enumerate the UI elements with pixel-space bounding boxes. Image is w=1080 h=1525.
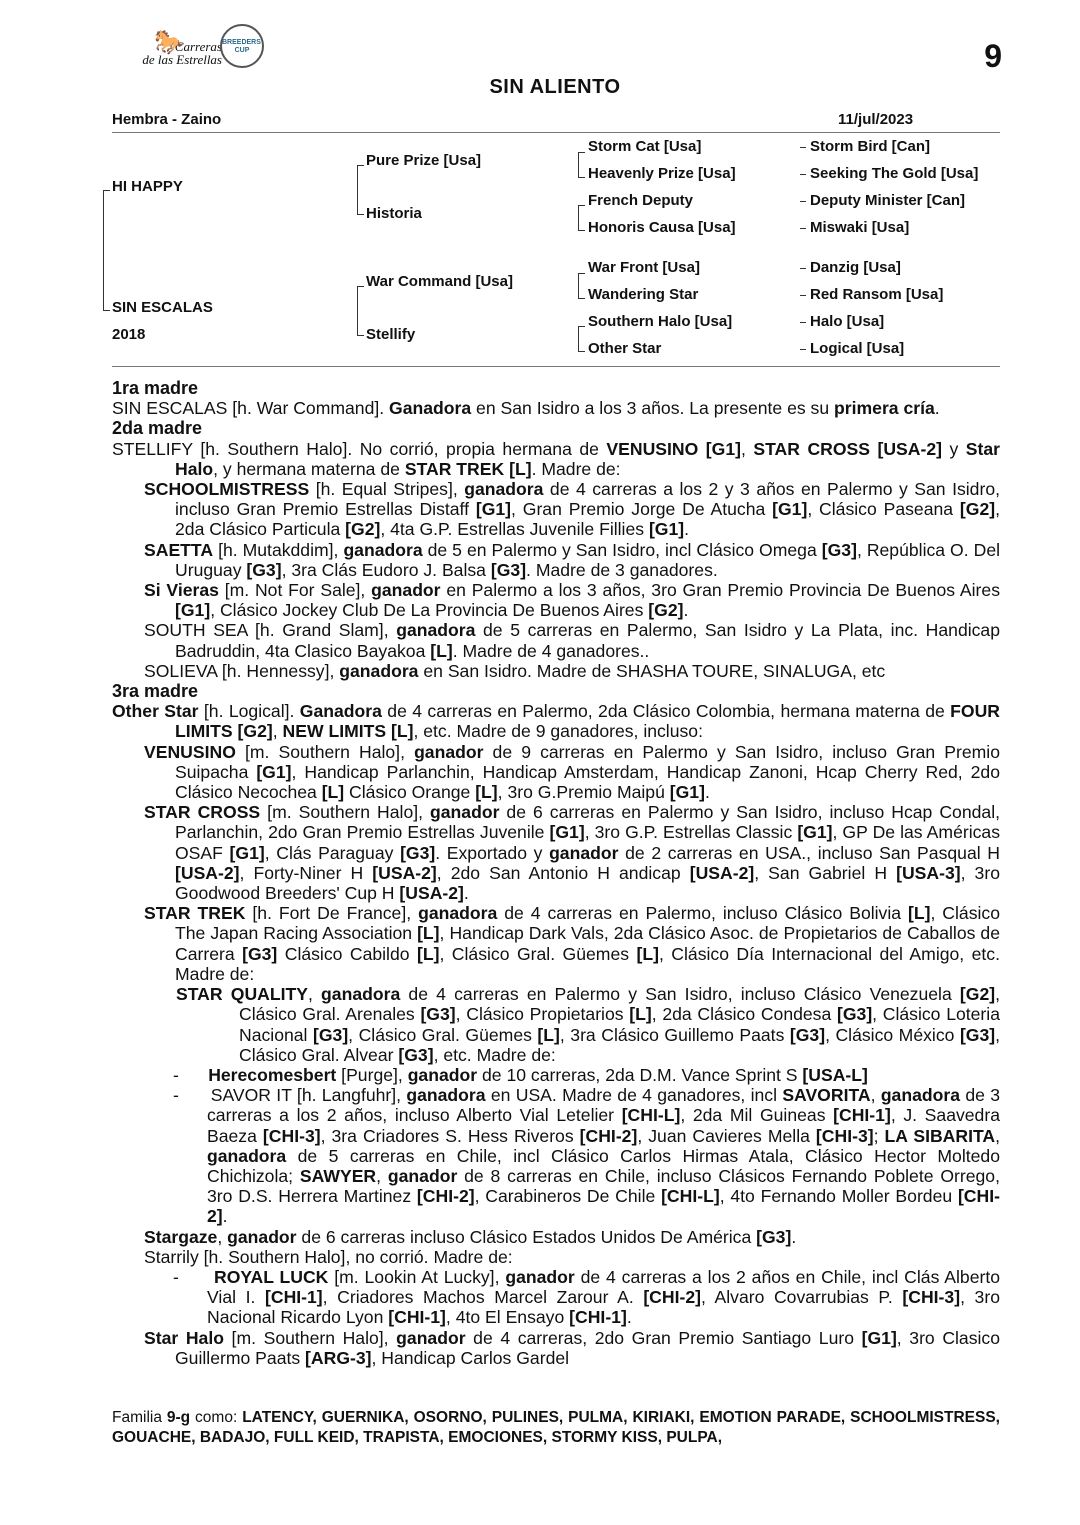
- dam-year: 2018: [112, 326, 146, 343]
- g3-8: Other Star: [588, 340, 662, 357]
- g4-6: Red Ransom [Usa]: [810, 286, 944, 303]
- produce-south-sea: SOUTH SEA [h. Grand Slam], ganadora de 5 carreras en Palermo, San Isidro y La Plata, inc. Handicap Badruddin, 4ta Clasico Bayakoa [L]. Madre de 4 ganadores..: [144, 620, 1001, 661]
- produce-star-trek: STAR TREK [h. Fort De France], ganadora de 4 carreras en Palermo, incluso Clásico Bolivia [L], Clásico The Japan Racing Association [L], Handicap Dark Vals, 2da Clásico Asoc. de Propietarios de Caballos de Carrera [G3] Clásico Cabildo [L], Clásico Gral. Güemes [L], Clásico Día Internacional del Amigo, etc. Madre de:: [144, 903, 1000, 984]
- heading-2da-madre: 2da madre: [112, 418, 203, 439]
- divider-top: [112, 132, 1000, 133]
- produce-saetta: SAETTA [h. Mutakddim], ganadora de 5 en Palermo y San Isidro, incl Clásico Omega [G3], República O. Del Uruguay [G3], 3ra Clás Eudoro J. Balsa [G3]. Madre de 3 ganadores.: [144, 539, 1001, 580]
- produce-savor-it: - SAVOR IT [h. Langfuhr], ganadora en USA. Madre de 4 ganadores, incl SAVORITA, ganadora de 3 carreras a los 2 años, incluso Alberto Vial Letelier [CHI-L], 2da Mil Guineas [CHI-1], J. Saavedra Baeza [CHI-3], 3ra Criadores S. Hess Riveros [CHI-2], Juan Cavieres Mella [CHI-3]; LA SIBARITA, ganadora de 5 carreras en Chile, incl Clásico Carlos Hirmas Atala, Clásico Hector Moltedo Chichizola; SAWYER, ganador de 8 carreras en Chile, incluso Clásicos Fernando Poblete Orrego, 3ro D.S. Herrera Martinez [CHI-2], Carabineros De Chile [CHI-L], 4to Fernando Moller Bordeu [CHI-2].: [173, 1085, 1001, 1227]
- divider-bottom: [112, 366, 1000, 367]
- g3-2: Heavenly Prize [Usa]: [588, 165, 736, 182]
- familia-como: como:: [195, 1409, 238, 1426]
- sire-sire: Pure Prize [Usa]: [366, 152, 482, 169]
- horse-info: Hembra - Zaino: [112, 111, 222, 128]
- g3-6: Wandering Star: [588, 286, 699, 303]
- heading-1ra-madre: 1ra madre: [112, 378, 199, 398]
- dam-dam: Stellify: [366, 326, 416, 343]
- dam-sire: War Command [Usa]: [366, 273, 513, 290]
- produce-venusino: VENUSINO [m. Southern Halo], ganador de 9 carreras en Palermo y San Isidro, incluso Gran Premio Suipacha [G1], Handicap Parlanchin, Handicap Amsterdam, Handicap Zanoni, Hcap Cherry Red, 2do Clásico Necochea [L] Clásico Orange [L], 3ro G.Premio Maipú [G1].: [144, 741, 1000, 803]
- g4-2: Seeking The Gold [Usa]: [810, 165, 979, 182]
- dam: SIN ESCALAS: [112, 299, 213, 316]
- produce-si-vieras: Si Vieras [m. Not For Sale], ganador en Palermo a los 3 años, 3ro Gran Premio Provincia De Buenos Aires [G1], Clásico Jockey Club De La Provincia De Buenos Aires [G2].: [144, 580, 1000, 621]
- heading-3ra-madre: 3ra madre: [112, 681, 199, 702]
- third-dam-text: Other Star [h. Logical]. Ganadora de 4 carreras en Palermo, 2da Clásico Colombia, hermana materna de FOUR LIMITS [G2], NEW LIMITS [L], etc. Madre de 9 ganadores, incluso:: [112, 701, 1000, 742]
- second-dam-text: STELLIFY [h. Southern Halo]. No corrió, propia hermana de VENUSINO [G1], STAR CROSS [USA-2] y Star Halo, y hermana materna de STAR TREK [L]. Madre de:: [112, 438, 1001, 479]
- g3-1: Storm Cat [Usa]: [588, 138, 702, 155]
- produce-record: [112, 378, 1000, 1368]
- sire-dam: Historia: [366, 205, 422, 222]
- g4-4: Miswaki [Usa]: [810, 219, 910, 236]
- logo-line2: de las Estrellas: [142, 52, 222, 67]
- produce-stargaze: Stargaze, ganador de 6 carreras incluso Clásico Estados Unidos De América [G3].: [144, 1226, 797, 1247]
- produce-star-quality: STAR QUALITY, ganadora de 4 carreras en Palermo y San Isidro, incluso Clásico Venezuela [G2], Clásico Gral. Arenales [G3], Clásico Propietarios [L], 2da Clásico Condesa [G3], Clásico Loteria Nacional [G3], Clásico Gral. Güemes [L], 3ra Clásico Guillemo Paats [G3], Clásico México [G3], Clásico Gral. Alvear [G3], etc. Madre de:: [176, 984, 1001, 1065]
- familia-label: Familia: [112, 1409, 162, 1426]
- horse-logo-icon: 🐎: [154, 29, 184, 56]
- date: 11/jul/2023: [838, 111, 914, 128]
- g4-1: Storm Bird [Can]: [810, 138, 930, 155]
- first-dam-text: SIN ESCALAS [h. War Command]. Ganadora en San Isidro a los 3 años. La presente es su primera cría.: [112, 398, 940, 419]
- produce-schoolmistress: SCHOOLMISTRESS [h. Equal Stripes], ganadora de 4 carreras a los 2 y 3 años en Palermo y San Isidro, incluso Gran Premio Estrellas Distaff [G1], Gran Premio Jorge De Atucha [G1], Clásico Paseana [G2], 2da Clásico Particula [G2], 4ta G.P. Estrellas Juvenile Fillies [G1].: [144, 479, 1000, 540]
- produce-royal-luck: - ROYAL LUCK [m. Lookin At Lucky], ganador de 4 carreras a los 2 años en Chile, incl Clás Alberto Vial I. [CHI-1], Criadores Machos Marcel Zarour A. [CHI-2], Alvaro Covarrubias P. [CHI-3], 3ro Nacional Ricardo Lyon [CHI-1], 4to El Ensayo [CHI-1].: [173, 1266, 1001, 1328]
- g3-5: War Front [Usa]: [588, 259, 700, 276]
- sire: HI HAPPY: [112, 178, 183, 195]
- g4-7: Halo [Usa]: [810, 313, 885, 330]
- page-title: SIN ALIENTO: [489, 76, 621, 98]
- familia-list: LATENCY, GUERNIKA, OSORNO, PULINES, PULMA, KIRIAKI, EMOTION PARADE, SCHOOLMISTRESS, GOUACHE, BADAJO, FULL KEID, TRAPISTA, EMOCIONES, STORMY KISS, PULPA,: [112, 1409, 1000, 1446]
- produce-star-cross: STAR CROSS [m. Southern Halo], ganador de 6 carreras en Palermo y San Isidro, incluso Hcap Condal, Parlanchin, 2do Gran Premio Estrellas Juvenile [G1], 3ro G.P. Estrellas Classic [G1], GP De las Américas OSAF [G1], Clás Paraguay [G3]. Exportado y ganador de 2 carreras en USA., incluso San Pasqual H [USA-2], Forty-Niner H [USA-2], 2do San Antonio H andicap [USA-2], San Gabriel H [USA-3], 3ro Goodwood Breeders' Cup H [USA-2].: [144, 802, 1000, 904]
- g3-3: French Deputy: [588, 192, 694, 209]
- logo-line1: Carreras: [174, 39, 222, 54]
- familia-number: 9-g: [166, 1409, 191, 1426]
- g3-7: Southern Halo [Usa]: [588, 313, 733, 330]
- produce-starrily: Starrily [h. Southern Halo], no corrió. Madre de:: [144, 1246, 513, 1267]
- produce-solieva: SOLIEVA [h. Hennessy], ganadora en San Isidro. Madre de SHASHA TOURE, SINALUGA, etc: [144, 660, 886, 681]
- g4-3: Deputy Minister [Can]: [810, 192, 966, 209]
- g4-5: Danzig [Usa]: [810, 259, 901, 276]
- g3-4: Honoris Causa [Usa]: [588, 219, 736, 236]
- breeders-cup-badge: BREEDERS' CUP: [220, 24, 264, 68]
- familia-line: [112, 1408, 1000, 1448]
- page-number: 9: [984, 38, 1002, 74]
- produce-herecomesbert: - Herecomesbert [Purge], ganador de 10 carreras, 2da D.M. Vance Sprint S [USA-L]: [173, 1064, 868, 1085]
- produce-star-halo: Star Halo [m. Southern Halo], ganador de 4 carreras, 2do Gran Premio Santiago Luro [G1], 3ro Clasico Guillermo Paats [ARG-3], Handicap Carlos Gardel: [144, 1327, 1001, 1368]
- g4-8: Logical [Usa]: [810, 340, 905, 357]
